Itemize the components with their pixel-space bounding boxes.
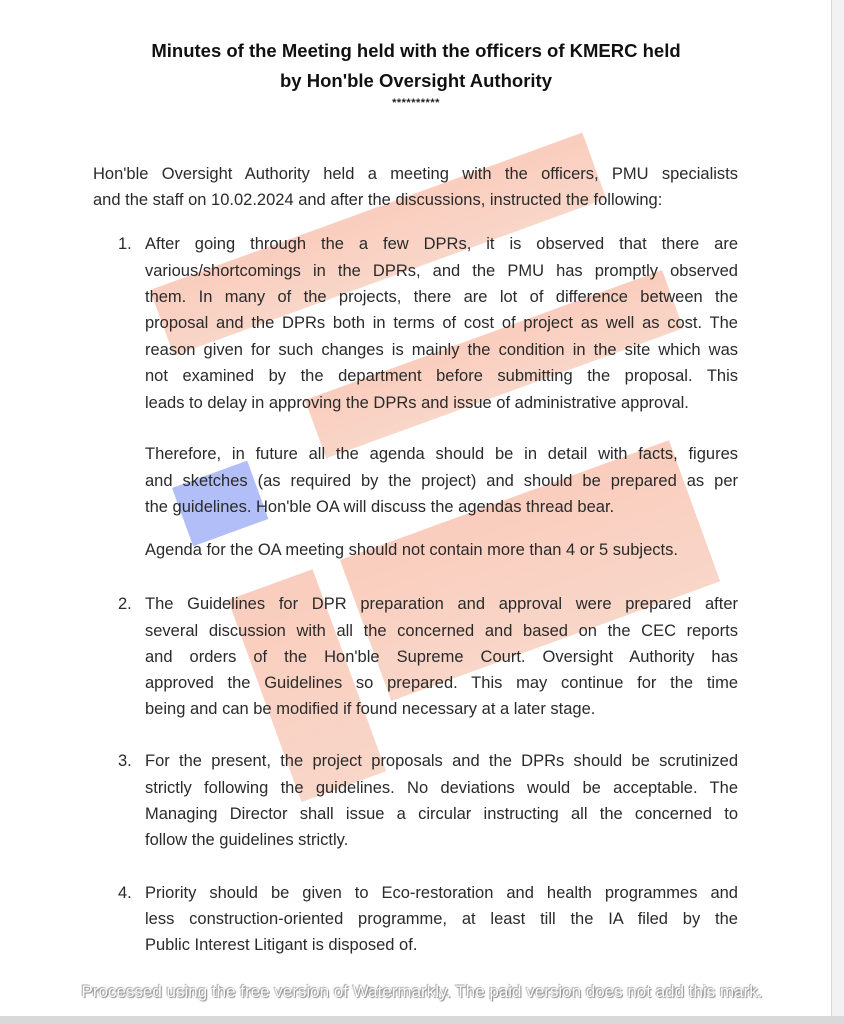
item-3-line: follow the guidelines strictly.: [145, 831, 349, 849]
item-1-para2-line: and sketches (as required by the project) and should be prepared as per: [145, 472, 738, 490]
item-3-line: For the present, the project proposals and the DPRs should be scrutinized: [145, 752, 738, 770]
item-4-number: 4.: [118, 884, 132, 902]
item-1-line: leads to delay in approving the DPRs and issue of administrative approval.: [145, 394, 689, 412]
item-1-line: them. In many of the projects, there are lot of difference between the: [145, 288, 738, 306]
item-4-line: less construction-oriented programme, at least till the IA filed by the: [145, 910, 738, 928]
intro-line-2: and the staff on 10.02.2024 and after the discussions, instructed the following:: [93, 191, 663, 209]
item-2-line: being and can be modified if found necessary at a later stage.: [145, 700, 596, 718]
item-2-number: 2.: [118, 595, 132, 613]
item-2-line: approved the Guidelines so prepared. This may continue for the time: [145, 674, 738, 692]
item-1-para3-line: Agenda for the OA meeting should not contain more than 4 or 5 subjects.: [145, 541, 678, 559]
intro-line-1: Hon'ble Oversight Authority held a meeting with the officers, PMU specialists: [93, 165, 738, 183]
item-1-line: proposal and the DPRs both in terms of cost of project as well as cost. The: [145, 314, 738, 332]
watermark-text: Processed using the free version of Watermarkly. The paid version does not add this mark.: [81, 982, 763, 1001]
document-title-line2: by Hon'ble Oversight Authority: [280, 70, 552, 91]
item-1-para2-line: the guidelines. Hon'ble OA will discuss the agendas thread bear.: [145, 498, 615, 516]
item-1-line: not examined by the department before submitting the proposal. This: [145, 367, 738, 385]
item-1-line: various/shortcomings in the DPRs, and the PMU has promptly observed: [145, 262, 738, 280]
document-title-line1: Minutes of the Meeting held with the officers of KMERC held: [151, 40, 681, 61]
item-1-line: After going through the a few DPRs, it is observed that there are: [145, 235, 738, 253]
item-4-line: Priority should be given to Eco-restoration and health programmes and: [145, 884, 738, 902]
item-1-para2-line: Therefore, in future all the agenda should be in detail with facts, figures: [145, 445, 738, 463]
item-3-line: strictly following the guidelines. No deviations would be acceptable. The: [145, 779, 738, 797]
vertical-scrollbar[interactable]: [831, 0, 844, 1024]
title-separator: **********: [392, 97, 440, 109]
item-3-number: 3.: [118, 752, 132, 770]
item-2-line: several discussion with all the concerned and based on the CEC reports: [145, 622, 738, 640]
item-3-line: Managing Director shall issue a circular instructing all the concerned to: [145, 805, 738, 823]
item-1-line: reason given for such changes is mainly the condition in the site which was: [145, 341, 738, 359]
item-2-line: and orders of the Hon'ble Supreme Court. Oversight Authority has: [145, 648, 738, 666]
item-1-number: 1.: [118, 235, 132, 253]
item-4-line: Public Interest Litigant is disposed of.: [145, 936, 418, 954]
item-2-line: The Guidelines for DPR preparation and approval were prepared after: [145, 595, 738, 613]
page-bottom-edge: [0, 1016, 844, 1024]
